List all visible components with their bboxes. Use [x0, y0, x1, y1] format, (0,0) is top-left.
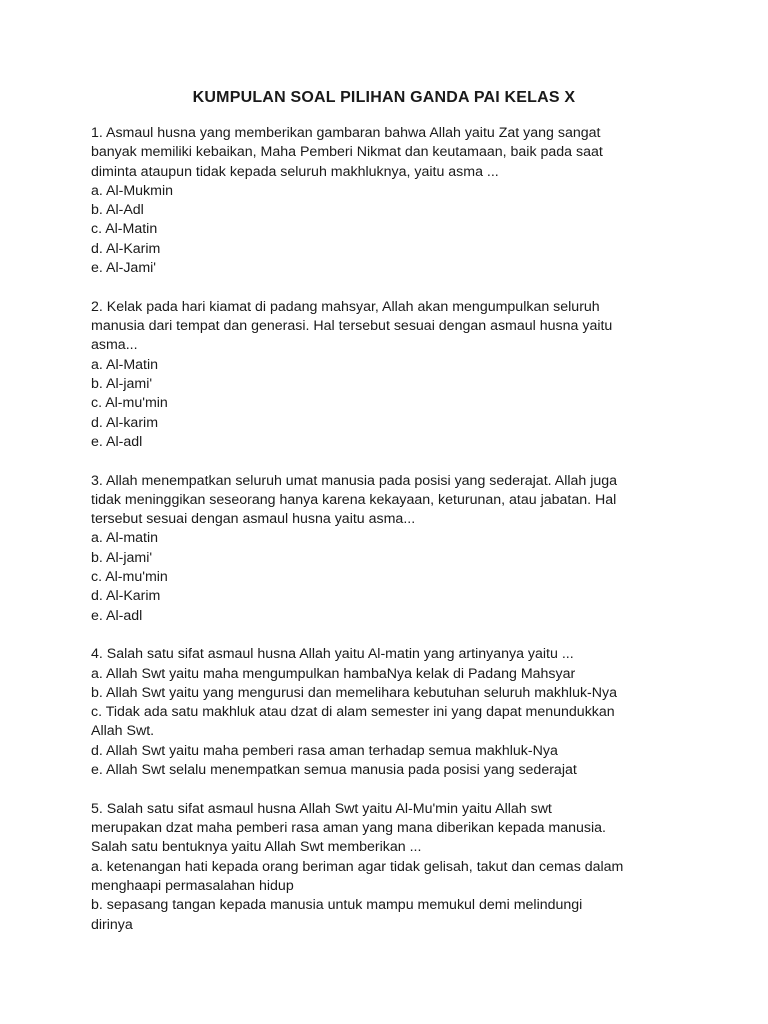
question-2 [91, 298, 691, 452]
answer-option-e: e. Allah Swt selalu menempatkan semua manusia pada posisi yang sederajat [91, 762, 577, 779]
answer-option-e: e. Al-adl [91, 433, 143, 450]
question-1 [91, 124, 691, 278]
question-text-line: merupakan dzat maha pemberi rasa aman yang mana diberikan kepada manusia. [91, 820, 606, 837]
answer-option-c: c. Al-mu'min [91, 395, 168, 412]
question-text-line: banyak memiliki kebaikan, Maha Pemberi Nikmat dan keutamaan, baik pada saat [91, 144, 603, 161]
question-text-line: diminta ataupun tidak kepada seluruh makhluknya, yaitu asma ... [91, 163, 499, 180]
answer-option-c: c. Tidak ada satu makhluk atau dzat di alam semester ini yang dapat menundukkan Allah Swt. [91, 704, 615, 740]
question-text-line: asma... [91, 337, 138, 354]
answer-option-a: a. Al-Matin [91, 356, 159, 373]
answer-option-d: d. Al-karim [91, 414, 159, 431]
answer-option-d: d. Al-Karim [91, 588, 161, 605]
question-4 [91, 645, 691, 780]
question-text-line: 4. Salah satu sifat asmaul husna Allah yaitu Al-matin yang artinyanya yaitu ... [91, 646, 574, 663]
answer-option-a: a. Al-Mukmin [91, 182, 173, 199]
question-3 [91, 472, 691, 626]
answer-option-c: c. Al-mu'min [91, 569, 168, 586]
question-text-line: manusia dari tempat dan generasi. Hal tersebut sesuai dengan asmaul husna yaitu [91, 318, 613, 335]
question-5 [91, 800, 691, 935]
answer-option-a: a. Allah Swt yaitu maha mengumpulkan hambaNya kelak di Padang Mahsyar [91, 665, 576, 682]
question-text-line: tidak meninggikan seseorang hanya karena kekayaan, keturunan, atau jabatan. Hal [91, 491, 617, 508]
question-text-line: 5. Salah satu sifat asmaul husna Allah Swt yaitu Al-Mu'min yaitu Allah swt [91, 800, 552, 817]
answer-option-d: d. Al-Karim [91, 240, 161, 257]
question-text-line: 2. Kelak pada hari kiamat di padang mahsyar, Allah akan mengumpulkan seluruh [91, 298, 600, 315]
answer-option-c: c. Al-Matin [91, 221, 158, 238]
question-text-line: 3. Allah menempatkan seluruh umat manusia pada posisi yang sederajat. Allah juga [91, 472, 618, 489]
answer-option-d: d. Allah Swt yaitu maha pemberi rasa aman terhadap semua makhluk-Nya [91, 742, 558, 759]
question-text-line: 1. Asmaul husna yang memberikan gambaran bahwa Allah yaitu Zat yang sangat [91, 125, 601, 141]
question-list [91, 124, 691, 954]
answer-option-b: b. Allah Swt yaitu yang mengurusi dan memelihara kebutuhan seluruh makhluk-Nya [91, 684, 618, 701]
question-text-line: Salah satu bentuknya yaitu Allah Swt memberikan ... [91, 839, 422, 856]
answer-option-a: a. Al-matin [91, 530, 159, 547]
answer-option-b: b. Al-jami' [91, 549, 153, 566]
answer-option-e: e. Al-adl [91, 607, 143, 624]
page-title: KUMPULAN SOAL PILIHAN GANDA PAI KELAS X [192, 89, 576, 106]
answer-option-b: b. sepasang tangan kepada manusia untuk mampu memukul demi melindungi dirinya [91, 897, 583, 933]
answer-option-b: b. Al-jami' [91, 375, 153, 392]
answer-option-b: b. Al-Adl [91, 202, 144, 219]
answer-option-a: a. ketenangan hati kepada orang beriman agar tidak gelisah, takut dan cemas dalam menghaapi permasalahan hidup [91, 858, 624, 894]
answer-option-e: e. Al-Jami' [91, 260, 156, 277]
question-text-line: tersebut sesuai dengan asmaul husna yaitu asma... [91, 511, 416, 528]
